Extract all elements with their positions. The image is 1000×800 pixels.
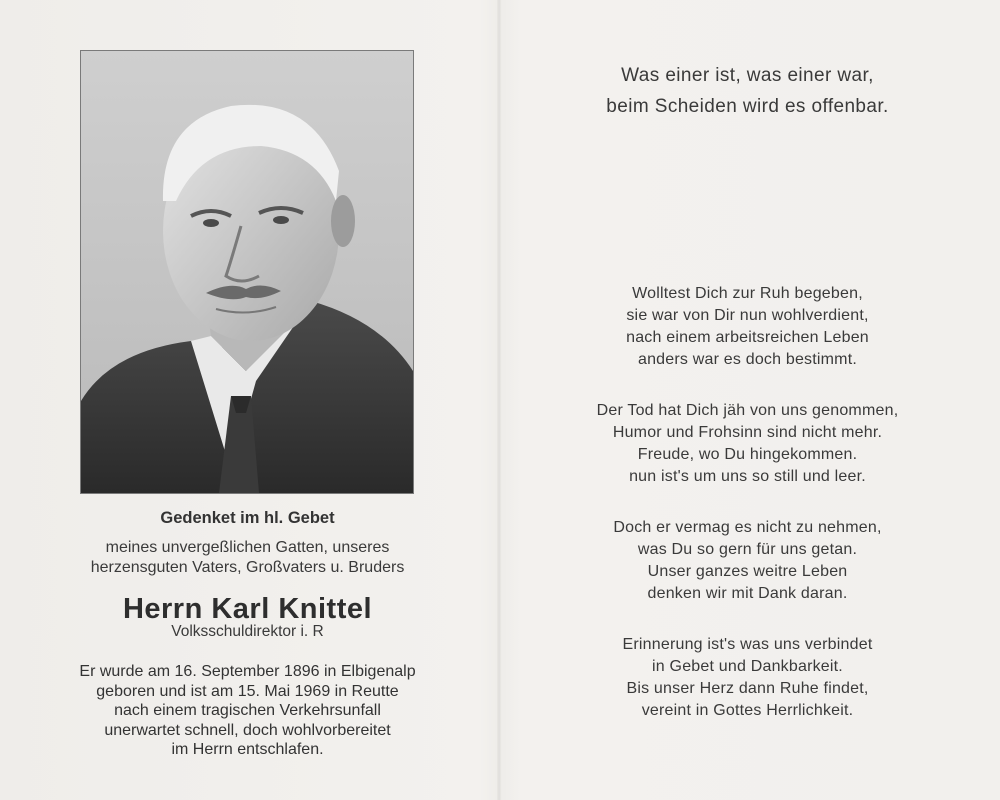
poem-line: nach einem arbeitsreichen Leben: [626, 329, 869, 346]
poem-line: sie war von Dir nun wohlverdient,: [626, 307, 869, 324]
biography-text: [20, 662, 475, 760]
poem-line: in Gebet und Dankbarkeit.: [652, 658, 843, 675]
poem-stanza-2: [520, 400, 975, 488]
deceased-name: Herrn Karl Knittel: [122, 593, 373, 625]
poem-line: denken wir mit Dank daran.: [647, 585, 848, 602]
poem-line: Doch er vermag es nicht zu nehmen,: [613, 519, 882, 536]
bio-line: nach einem tragischen Verkehrsunfall: [114, 702, 381, 719]
poem-line: Freude, wo Du hingekommen.: [637, 446, 858, 463]
poem-line: Wolltest Dich zur Ruh begeben,: [632, 285, 863, 302]
poem-line: Erinnerung ist's was uns verbindet: [622, 636, 873, 653]
card-fold: [497, 0, 501, 800]
poem-stanza-3: [520, 517, 975, 605]
deceased-title: Volksschuldirektor i. R: [171, 623, 324, 640]
motto: [520, 60, 975, 122]
intro-text: [20, 538, 475, 578]
poem-stanza-4: [520, 634, 975, 722]
bio-line: im Herrn entschlafen.: [171, 741, 324, 758]
intro-line: herzensguten Vaters, Großvaters u. Bruders: [90, 559, 405, 576]
poem-line: vereint in Gottes Herrlichkeit.: [641, 702, 854, 719]
intro-line: meines unvergeßlichen Gatten, unseres: [105, 539, 390, 556]
portrait-photo: [80, 50, 414, 494]
poem-line: Unser ganzes weitre Leben: [647, 563, 848, 580]
portrait-illustration: [81, 51, 413, 493]
poem-line: was Du so gern für uns getan.: [637, 541, 858, 558]
poem-line: nun ist's um uns so still und leer.: [629, 468, 866, 485]
poem-line: Bis unser Herz dann Ruhe findet,: [626, 680, 869, 697]
bio-line: Er wurde am 16. September 1896 in Elbigenalp: [79, 663, 416, 680]
motto-line: Was einer ist, was einer war,: [621, 65, 874, 86]
poem-line: Humor und Frohsinn sind nicht mehr.: [612, 424, 883, 441]
bio-line: geboren und ist am 15. Mai 1969 in Reutte: [96, 682, 399, 700]
poem-stanza-1: [520, 283, 975, 371]
poem-line: anders war es doch bestimmt.: [637, 351, 858, 368]
poem-line: Der Tod hat Dich jäh von uns genommen,: [596, 402, 899, 419]
motto-line: beim Scheiden wird es offenbar.: [606, 96, 889, 117]
commemorate-heading: Gedenket im hl. Gebet: [160, 509, 335, 527]
bio-line: unerwartet schnell, doch wohlvorbereitet: [104, 721, 391, 739]
